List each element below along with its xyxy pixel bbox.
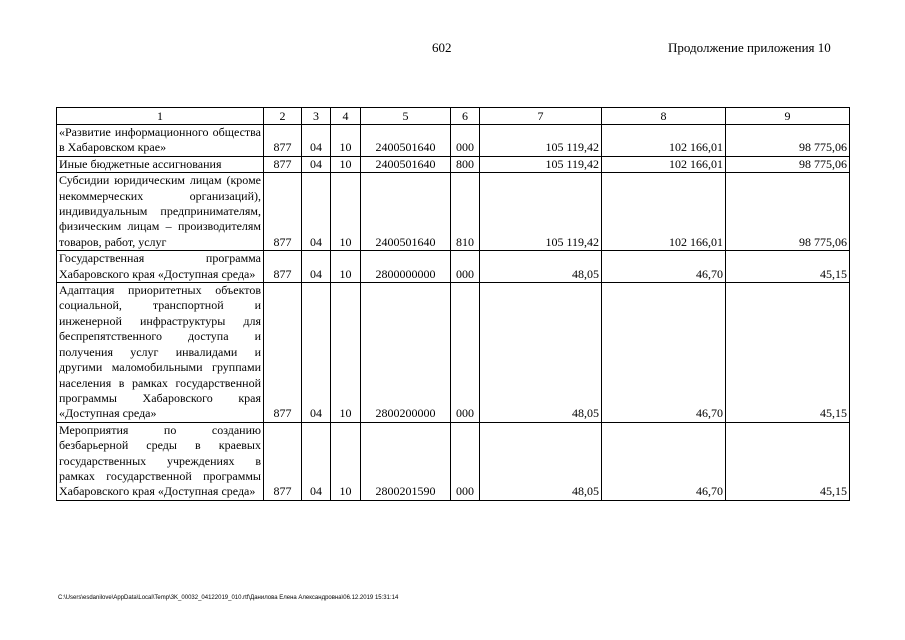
page-number: 602 [432,40,452,55]
column-header: 6 [451,108,480,125]
cell-amount-1: 48,05 [480,251,602,283]
cell-section: 04 [302,283,331,423]
column-header: 9 [726,108,850,125]
cell-ministry-code: 877 [264,156,302,172]
cell-expense-type: 000 [451,422,480,500]
table-row [57,283,850,423]
cell-amount-3: 98 775,06 [726,173,850,251]
cell-target-article: 2400501640 [361,156,451,172]
row-name: Государственная программа Хабаровского края «Доступная среда» [57,251,264,283]
table-row [57,156,850,172]
cell-expense-type: 810 [451,173,480,251]
cell-ministry-code: 877 [264,422,302,500]
cell-target-article: 2800201590 [361,422,451,500]
appendix-continuation-label: Продолжение приложения 10 [668,40,831,55]
column-header: 2 [264,108,302,125]
cell-ministry-code: 877 [264,173,302,251]
cell-target-article: 2800000000 [361,251,451,283]
cell-section: 04 [302,125,331,157]
cell-target-article: 2400501640 [361,173,451,251]
cell-amount-1: 105 119,42 [480,173,602,251]
cell-section: 04 [302,156,331,172]
column-header: 3 [302,108,331,125]
cell-amount-2: 102 166,01 [602,125,726,157]
column-header: 4 [331,108,361,125]
row-name: Адаптация приоритетных объектов социальной, транспортной и инженерной инфраструктуры для беспрепятственного доступа и получения услуг инвалидами и другими маломобильными группами населения в рамках государственной программы Хабаровского края «Доступная среда» [57,283,264,423]
cell-ministry-code: 877 [264,283,302,423]
cell-amount-3: 98 775,06 [726,156,850,172]
cell-expense-type: 000 [451,283,480,423]
cell-subsection: 10 [331,173,361,251]
table-header-row [57,108,850,125]
cell-amount-3: 45,15 [726,283,850,423]
column-header: 8 [602,108,726,125]
cell-amount-2: 46,70 [602,283,726,423]
cell-amount-1: 105 119,42 [480,125,602,157]
row-name: Иные бюджетные ассигнования [57,156,264,172]
cell-subsection: 10 [331,125,361,157]
cell-amount-2: 102 166,01 [602,173,726,251]
cell-amount-1: 105 119,42 [480,156,602,172]
cell-expense-type: 000 [451,251,480,283]
cell-section: 04 [302,251,331,283]
cell-target-article: 2800200000 [361,283,451,423]
cell-expense-type: 000 [451,125,480,157]
cell-amount-2: 102 166,01 [602,156,726,172]
cell-section: 04 [302,173,331,251]
table-row [57,125,850,157]
cell-subsection: 10 [331,251,361,283]
cell-target-article: 2400501640 [361,125,451,157]
cell-amount-3: 45,15 [726,422,850,500]
row-name: Субсидии юридическим лицам (кроме некоммерческих организаций), индивидуальным предпринимателям, физическим лицам – производителям товаров, работ, услуг [57,173,264,251]
cell-expense-type: 800 [451,156,480,172]
cell-amount-1: 48,05 [480,422,602,500]
table-row [57,422,850,500]
row-name: Мероприятия по созданию безбарьерной среды в краевых государственных учреждениях в рамках государственной программы Хабаровского края «Доступная среда» [57,422,264,500]
table-row [57,251,850,283]
cell-amount-1: 48,05 [480,283,602,423]
column-header: 1 [57,108,264,125]
row-name: «Развитие информационного общества в Хабаровском крае» [57,125,264,157]
budget-table [56,107,850,501]
cell-subsection: 10 [331,422,361,500]
column-header: 5 [361,108,451,125]
cell-amount-3: 98 775,06 [726,125,850,157]
cell-subsection: 10 [331,283,361,423]
column-header: 7 [480,108,602,125]
cell-section: 04 [302,422,331,500]
cell-ministry-code: 877 [264,251,302,283]
table-row [57,173,850,251]
document-file-path: C:\Users\esdanilove\AppData\Local\Temp\3K_00032_04122019_010.rtf\Данилова Елена Александровна\06.12.2019 15:31:14 [58,595,399,601]
cell-subsection: 10 [331,156,361,172]
cell-amount-2: 46,70 [602,422,726,500]
cell-amount-2: 46,70 [602,251,726,283]
cell-ministry-code: 877 [264,125,302,157]
cell-amount-3: 45,15 [726,251,850,283]
